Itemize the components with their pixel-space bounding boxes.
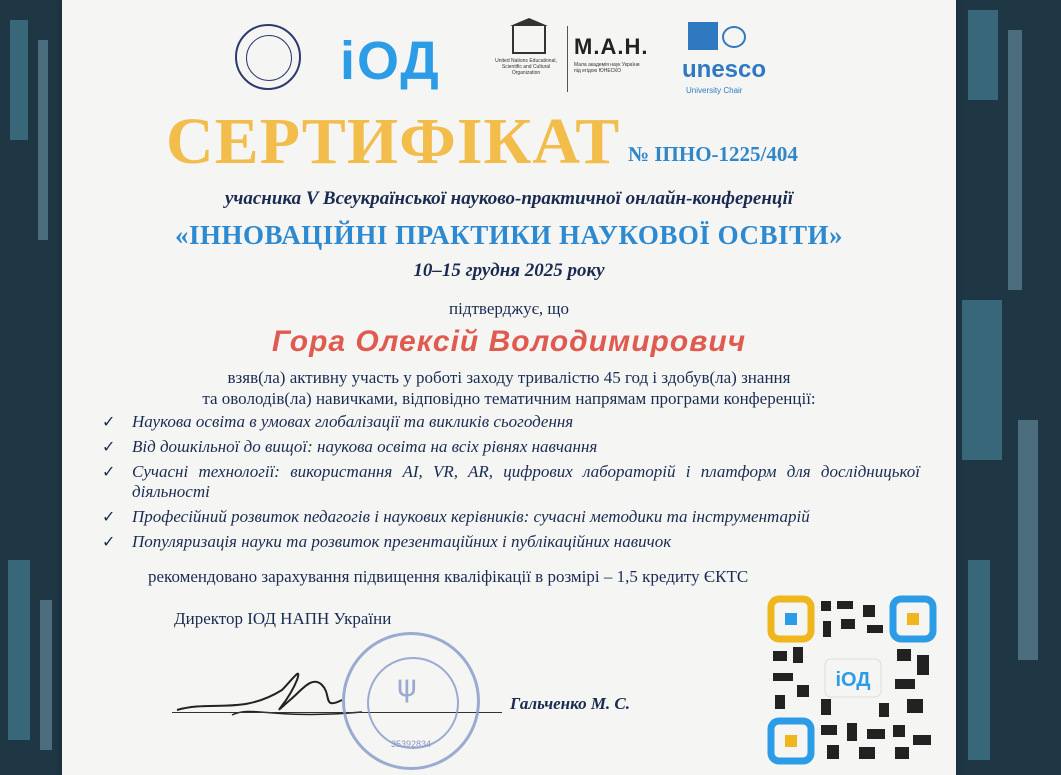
trident-icon: ψ <box>397 669 417 704</box>
check-icon: ✓ <box>102 532 116 551</box>
conference-dates: 10–15 грудня 2025 року <box>413 260 605 281</box>
logo-divider <box>567 26 568 92</box>
check-icon: ✓ <box>102 507 116 526</box>
participant-name: Гора Олексій Володимирович <box>271 325 747 358</box>
conference-title: «ІННОВАЦІЙНІ ПРАКТИКИ НАУКОВОЇ ОСВІТИ» <box>174 220 843 250</box>
topics-list <box>100 412 920 557</box>
participation-text-1: взяв(ла) активну участь у роботі заходу тривалістю 45 год і здобув(ла) знання <box>227 368 791 387</box>
list-item: ✓ Наукова освіта в умовах глобалізації та викликів сьогодення <box>102 412 574 431</box>
unesco-temple-icon <box>512 26 546 54</box>
man-logo-caption: Мала академія наук України під егідою ЮНЕСКО <box>574 62 640 74</box>
list-item: ✓ Від дошкільної до вищої: наукова освіта на всіх рівнях навчання <box>102 437 598 456</box>
qr-center-label: іОД <box>835 669 871 691</box>
list-item: ✓ Сучасні технології: використання AI, VR, AR, цифрових лабораторій і платформ для дослідницької діяльності <box>102 462 920 501</box>
signer-name: Гальченко М. С. <box>510 694 631 713</box>
unesco-logo: United Nations Educational, Scientific and Cultural Organization <box>494 26 558 92</box>
certificate-subtitle: учасника V Всеукраїнської науково-практичної онлайн-конференції <box>224 188 794 209</box>
right-background-panel <box>948 0 1061 775</box>
man-logo: М.А.Н. <box>574 34 649 59</box>
participation-text-2: та оволодів(ла) навичками, відповідно тематичним напрямам програми конференції: <box>202 389 816 408</box>
unesco-chair-circle-icon <box>722 26 746 48</box>
qr-code <box>767 595 937 765</box>
check-icon: ✓ <box>102 462 116 481</box>
list-item: ✓ Професійний розвиток педагогів і наукових керівників: сучасні методики та інструментарій <box>102 507 810 526</box>
recommendation-text: рекомендовано зарахування підвищення кваліфікації в розмірі – 1,5 кредиту ЄКТС <box>148 567 749 586</box>
certificate-paper <box>62 0 956 775</box>
list-item: ✓ Популяризація науки та розвиток презентаційних і публікаційних навичок <box>102 532 672 551</box>
unesco-square-icon <box>688 22 718 50</box>
logo-row <box>62 14 956 94</box>
unesco-chair-logo: unesco University Chair <box>682 22 782 102</box>
certificate-number: № ІПНО-1225/404 <box>628 142 798 166</box>
director-title: Директор ІОД НАПН України <box>174 609 392 628</box>
confirms-text: підтверджує, що <box>449 299 569 318</box>
check-icon: ✓ <box>102 412 116 431</box>
institute-seal-logo <box>235 24 301 90</box>
iod-logo: іОД <box>340 31 441 91</box>
check-icon: ✓ <box>102 437 116 456</box>
official-stamp: ψ 35392834 <box>342 632 480 770</box>
certificate-title: СЕРТИФІКАТ <box>166 105 621 178</box>
